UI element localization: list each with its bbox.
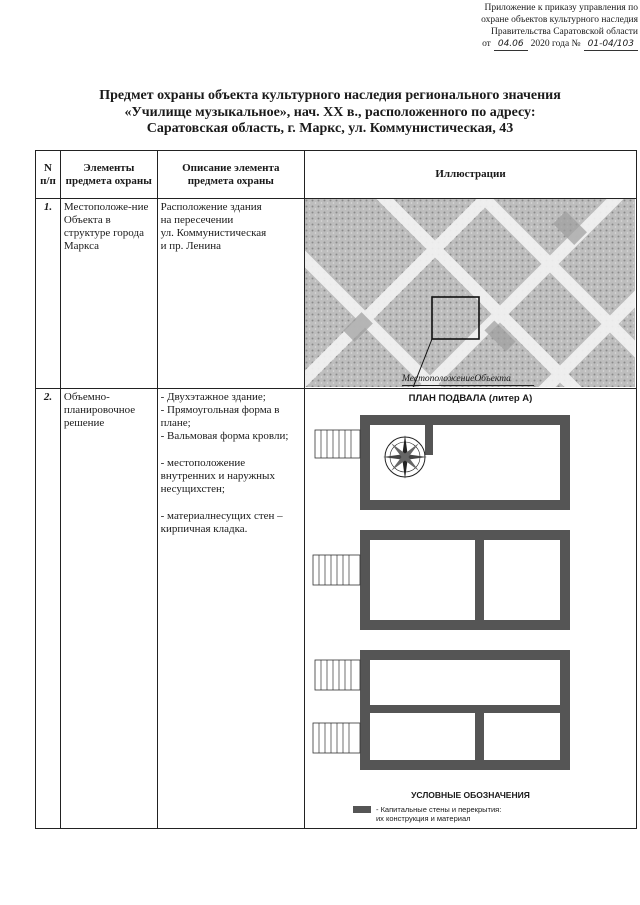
table-row bbox=[36, 199, 637, 389]
header-description: Описание элемента предмета охраны bbox=[157, 151, 304, 199]
desc-line: на пересечении bbox=[160, 214, 234, 226]
handwritten-number: 01-04/103 bbox=[584, 38, 638, 51]
location-map bbox=[305, 199, 635, 387]
basement-floor-plan bbox=[305, 405, 635, 791]
stairs bbox=[313, 430, 360, 753]
desc-line: - местоположение внутренних и наружных несущихстен; bbox=[160, 457, 275, 495]
plan-title: ПЛАН ПОДВАЛА (литер А) bbox=[408, 393, 533, 404]
legend-title: УСЛОВНЫЕ ОБОЗНАЧЕНИЯ bbox=[411, 790, 530, 800]
row-number: 1. bbox=[36, 199, 61, 389]
title-line-2: «Училище музыкальное», нач. XX в., расположенного по адресу: bbox=[124, 104, 536, 120]
map-caption: МестоположениеОбъекта bbox=[402, 373, 534, 386]
legend-line-2: их конструкция и материал bbox=[375, 814, 471, 823]
year-text: 2020 года № bbox=[530, 39, 581, 49]
row-element: Местоположе-ние Объекта в структуре города Маркса bbox=[60, 199, 157, 389]
legend-row bbox=[353, 805, 636, 823]
legend-line-1: - Капитальные стены и перекрытия: bbox=[375, 805, 502, 814]
date-prefix: от bbox=[482, 39, 491, 49]
header-date-line bbox=[418, 38, 638, 51]
header-line-2: охране объектов культурного наследия bbox=[481, 15, 638, 25]
order-header bbox=[418, 2, 638, 51]
row-element: Объемно-планировочное решение bbox=[60, 389, 157, 829]
compass-rose-icon bbox=[383, 435, 427, 479]
row-number: 2. bbox=[36, 389, 61, 829]
desc-line: ул. Коммунистическая bbox=[160, 227, 267, 239]
stair-steps bbox=[319, 430, 351, 753]
desc-line: - Вальмовая форма кровли; bbox=[160, 430, 289, 442]
floor-plan-cell bbox=[304, 389, 636, 829]
title-line-3: Саратовская область, г. Маркс, ул. Коммунистическая, 43 bbox=[146, 121, 514, 136]
header-line-3: Правительства Саратовской области bbox=[491, 27, 638, 37]
header-elements: Элементы предмета охраны bbox=[60, 151, 157, 199]
desc-line: - материалнесущих стен – кирпичная кладка. bbox=[160, 510, 283, 535]
table-row bbox=[36, 389, 637, 829]
desc-line: и пр. Ленина bbox=[160, 240, 221, 252]
desc-spacer bbox=[161, 443, 301, 457]
legend-swatch bbox=[353, 806, 371, 813]
desc-line: - Прямоугольная форма в плане; bbox=[160, 404, 280, 429]
row-description bbox=[157, 199, 304, 389]
title-line-1: Предмет охраны объекта культурного наследия регионального значения bbox=[99, 88, 561, 103]
location-map-cell bbox=[304, 199, 636, 389]
desc-line: - Двухэтажное здание; bbox=[160, 391, 266, 403]
protection-table bbox=[35, 150, 637, 829]
header-num: N п/п bbox=[36, 151, 61, 199]
document-title bbox=[60, 88, 600, 138]
desc-spacer bbox=[161, 496, 301, 510]
desc-line: Расположение здания bbox=[160, 201, 262, 213]
handwritten-date: 04.06 bbox=[494, 38, 528, 51]
legend-text bbox=[376, 805, 501, 823]
header-illustrations: Иллюстрации bbox=[304, 151, 636, 199]
row-description bbox=[157, 389, 304, 829]
header-line-1: Приложение к приказу управления по bbox=[484, 3, 638, 13]
table-header-row bbox=[36, 151, 637, 199]
